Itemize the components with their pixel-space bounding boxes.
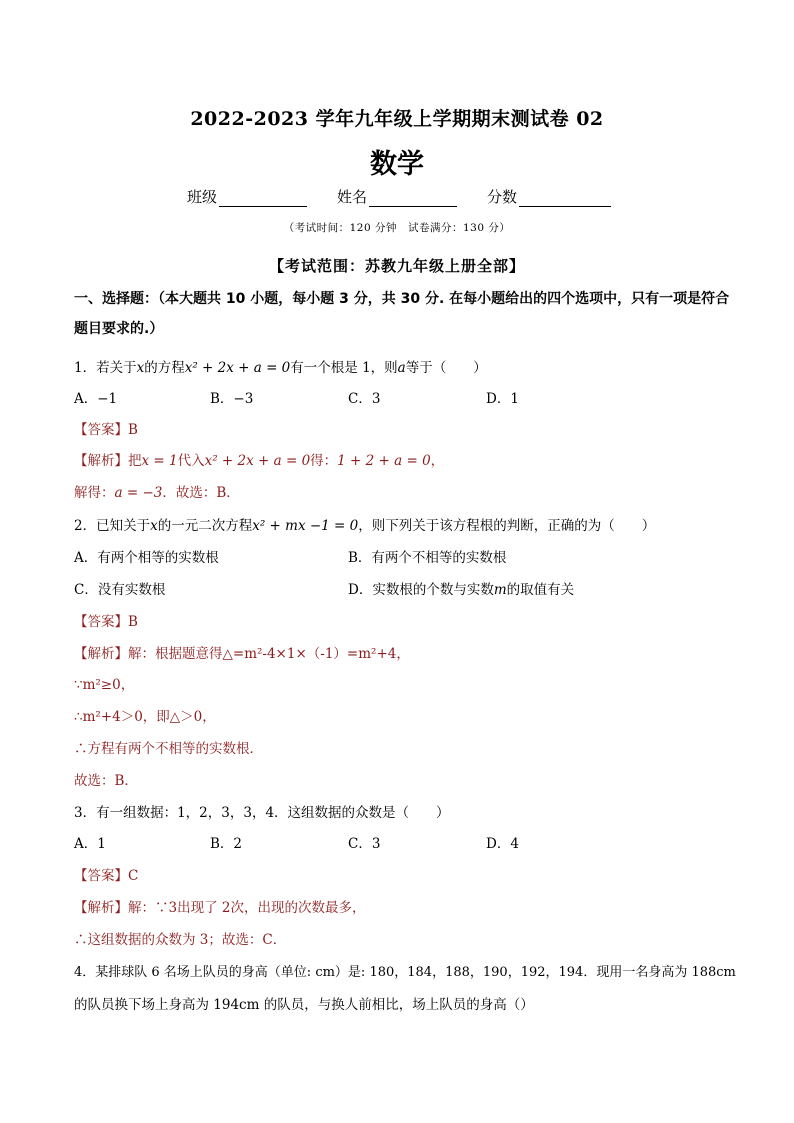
q2-analysis-line-2: ∵m²≥0， <box>74 677 135 693</box>
q1-var-a: a <box>397 360 406 376</box>
q1-stem-d: 等于（ ） <box>405 360 487 376</box>
q1-analysis-1a: 把 <box>128 453 142 469</box>
subject-title: 数学 <box>370 149 424 180</box>
q3-analysis-line-1 <box>74 896 365 916</box>
q2-answer <box>74 610 138 630</box>
score-field <box>487 186 611 207</box>
q1-analysis-2c: ．故选：B． <box>162 485 240 501</box>
question-2-stem <box>74 514 655 534</box>
question-4-line-2: 的队员换下场上身高为 194cm 的队员，与换人前相比，场上队员的身高（） <box>74 997 534 1013</box>
q1-analysis-1f: 1 + 2 + a = 0 <box>337 453 431 469</box>
q2-stem-c: ，则下列关于该方程根的判断，正确的为（ ） <box>358 518 656 534</box>
q1-analysis-line-2 <box>74 481 240 501</box>
q2-analysis-line-4: ∴方程有两个不相等的实数根． <box>74 741 263 757</box>
score-label: 分数 <box>487 188 518 206</box>
q3-option-a: A．1 <box>74 836 106 852</box>
q1-option-b: B．−3 <box>210 391 254 407</box>
q2-analysis-line-5: 故选：B． <box>74 773 138 789</box>
name-label: 姓名 <box>337 188 368 206</box>
q1-analysis-1c: 代入 <box>177 453 205 469</box>
q3-option-b: B．2 <box>210 836 243 852</box>
student-info-row <box>187 186 641 207</box>
q3-answer-tag: 【答案】 <box>74 868 128 884</box>
name-field <box>337 186 457 207</box>
q1-stem-b: 的方程 <box>144 360 185 376</box>
q2-answer-tag: 【答案】 <box>74 614 128 630</box>
q1-stem-c: 有一个根是 1，则 <box>290 360 398 376</box>
name-blank <box>369 190 457 207</box>
q2-option-b: B．有两个不相等的实数根 <box>348 550 507 566</box>
q2-answer-value: B <box>128 614 138 630</box>
q2-analysis-line-1 <box>74 642 410 662</box>
exam-time-note: （考试时间：120 分钟 试卷满分：130 分） <box>283 222 511 234</box>
q3-analysis-1: 解：∵3出现了 2次，出现的次数最多， <box>128 900 366 916</box>
q1-var-x: x <box>136 360 145 376</box>
q2-stem-b: 的一元二次方程 <box>157 518 253 534</box>
q1-answer <box>74 418 138 438</box>
q3-analysis-line-2: ∴这组数据的众数为 3；故选：C． <box>74 932 287 948</box>
exam-title: 2022-2023 学年九年级上学期期末测试卷 02 <box>190 108 604 130</box>
q1-answer-tag: 【答案】 <box>74 422 128 438</box>
q1-option-d: D．1 <box>486 391 519 407</box>
q1-answer-value: B <box>128 422 138 438</box>
q1-analysis-2b: a = −3 <box>114 485 163 501</box>
q2-analysis-tag: 【解析】 <box>74 646 128 662</box>
q3-analysis-tag: 【解析】 <box>74 900 128 916</box>
q1-analysis-1e: 得： <box>310 453 338 469</box>
exam-scope: 【考试范围：苏教九年级上册全部】 <box>268 257 525 275</box>
q3-answer <box>74 864 138 884</box>
q1-analysis-1b: x = 1 <box>141 453 178 469</box>
section-heading: 一、选择题：（本大题共 10 小题，每小题 3 分，共 30 分. 在每小题给出的四个选项中，只有一项是符合题目要求的.） <box>74 291 730 337</box>
q1-analysis-tag: 【解析】 <box>74 453 128 469</box>
q2-var-x: x <box>150 518 158 534</box>
q2-option-d-a: D．实数根的个数与实数 <box>348 582 494 598</box>
q2-equation: x² + mx −1 = 0 <box>252 518 359 534</box>
q1-analysis-2: 解得： <box>74 485 115 501</box>
q2-option-d-b: 的取值有关 <box>506 582 575 598</box>
q1-analysis-line-1 <box>74 449 444 469</box>
q1-analysis-1g: ， <box>430 453 445 469</box>
q3-option-d: D．4 <box>486 836 519 852</box>
q1-option-c: C．3 <box>348 391 381 407</box>
score-blank <box>519 190 611 207</box>
question-4-line-1: 4．某排球队 6 名场上队员的身高（单位: cm）是: 180，184，188，190，192，194．现用一名身高为 188cm <box>74 965 736 980</box>
q2-analysis-line-3: ∴m²+4＞0，即△＞0， <box>74 709 216 725</box>
q2-stem-a: 2．已知关于 <box>74 518 151 534</box>
q3-option-c: C．3 <box>348 836 381 852</box>
q2-option-d-m: m <box>493 582 507 598</box>
q1-equation: x² + 2x + a = 0 <box>184 360 291 376</box>
q1-option-a: A．−1 <box>74 391 118 407</box>
q2-option-c: C．没有实数根 <box>74 582 166 598</box>
question-3-stem: 3．有一组数据：1，2，3，3，4．这组数据的众数是（ ） <box>74 805 450 821</box>
q2-option-a: A．有两个相等的实数根 <box>74 550 219 566</box>
q1-stem-a: 1．若关于 <box>74 360 137 376</box>
question-1-stem <box>74 356 487 376</box>
q1-analysis-1d: x² + 2x + a = 0 <box>204 453 311 469</box>
class-blank <box>219 190 307 207</box>
class-label: 班级 <box>187 188 218 206</box>
q3-answer-value: C <box>128 868 139 884</box>
q2-analysis-1: 解：根据题意得△=m²-4×1×（-1）=m²+4， <box>128 646 410 662</box>
q2-option-d <box>348 578 574 598</box>
class-field <box>187 186 307 207</box>
